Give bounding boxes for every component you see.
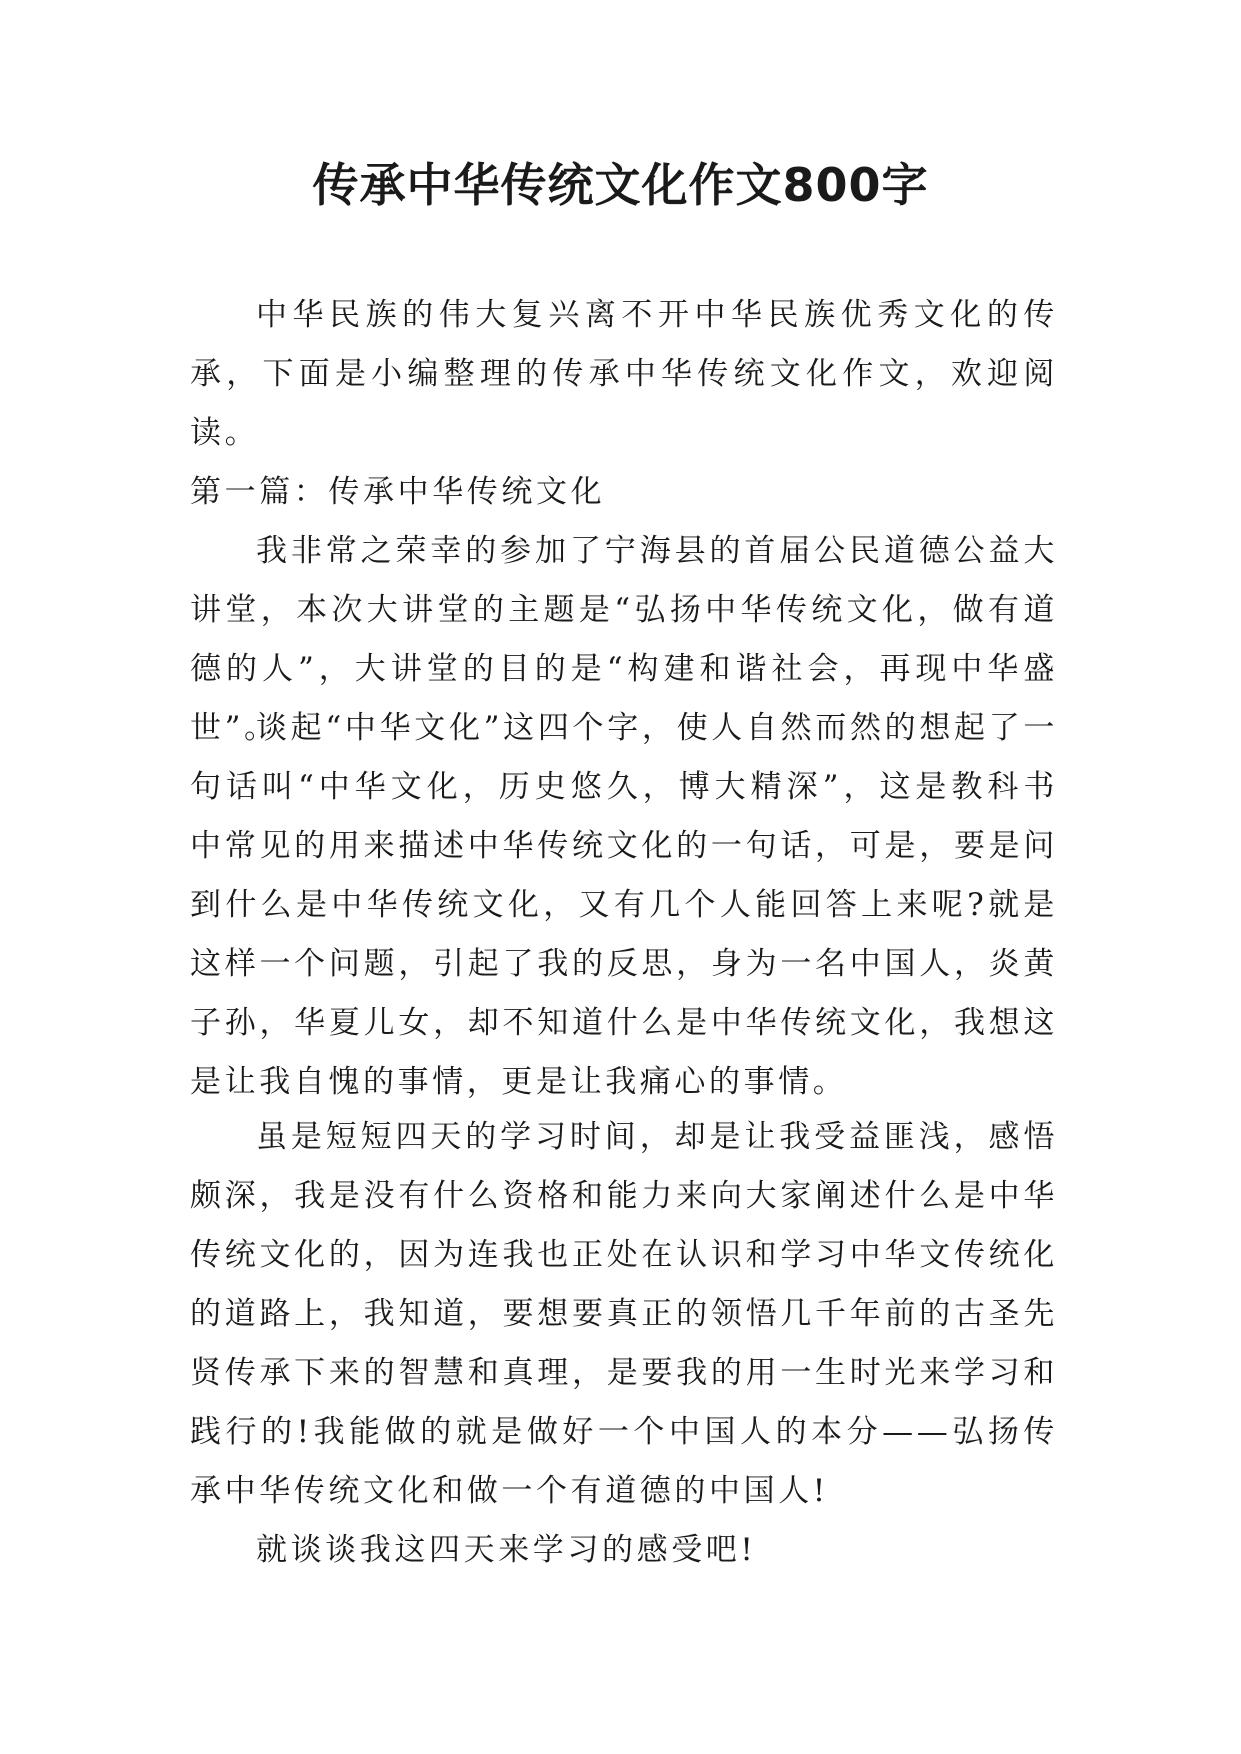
section-heading: 第一篇：传承中华传统文化 [190,474,606,510]
body-paragraph: 虽是短短四天的学习时间，却是让我受益匪浅，感悟颇深，我是没有什么资格和能力来向大家阐述什么是中华传统文化的，因为连我也正处在认识和学习中华文传统化的道路上，我知道，要想要真正的领悟几千年前的古圣先贤传承下来的智慧和真理，是要我的用一生时光来学习和践行的!我能做的就是做好一个中国人的本分——弘扬传承中华传统文化和做一个有道德的中国人! [190,1119,1058,1509]
body-paragraph: 我非常之荣幸的参加了宁海县的首届公民道德公益大讲堂，本次大讲堂的主题是“弘扬中华传统文化，做有道德的人”，大讲堂的目的是“构建和谐社会，再现中华盛世”。 [190,533,1058,746]
document-title: 传承中华传统文化作文800字 [312,158,929,212]
body-paragraph: 就谈谈我这四天来学习的感受吧! [256,1532,757,1568]
body-paragraph: 谈起“中华文化”这四个字，使人自然而然的想起了一句话叫“中华文化，历史悠久，博大精深”，这是教科书中常见的用来描述中华传统文化的一句话，可是，要是问到什么是中华传统文化，又有几个人能回答上来呢?就是这样一个问题，引起了我的反思，身为一名中国人，炎黄子孙，华夏儿女，却不知道什么是中华传统文化，我想这是让我自愧的事情，更是让我痛心的事情。 [190,710,1058,1100]
intro-paragraph: 中华民族的伟大复兴离不开中华民族优秀文化的传承，下面是小编整理的传承中华传统文化作文，欢迎阅读。 [190,297,1058,451]
